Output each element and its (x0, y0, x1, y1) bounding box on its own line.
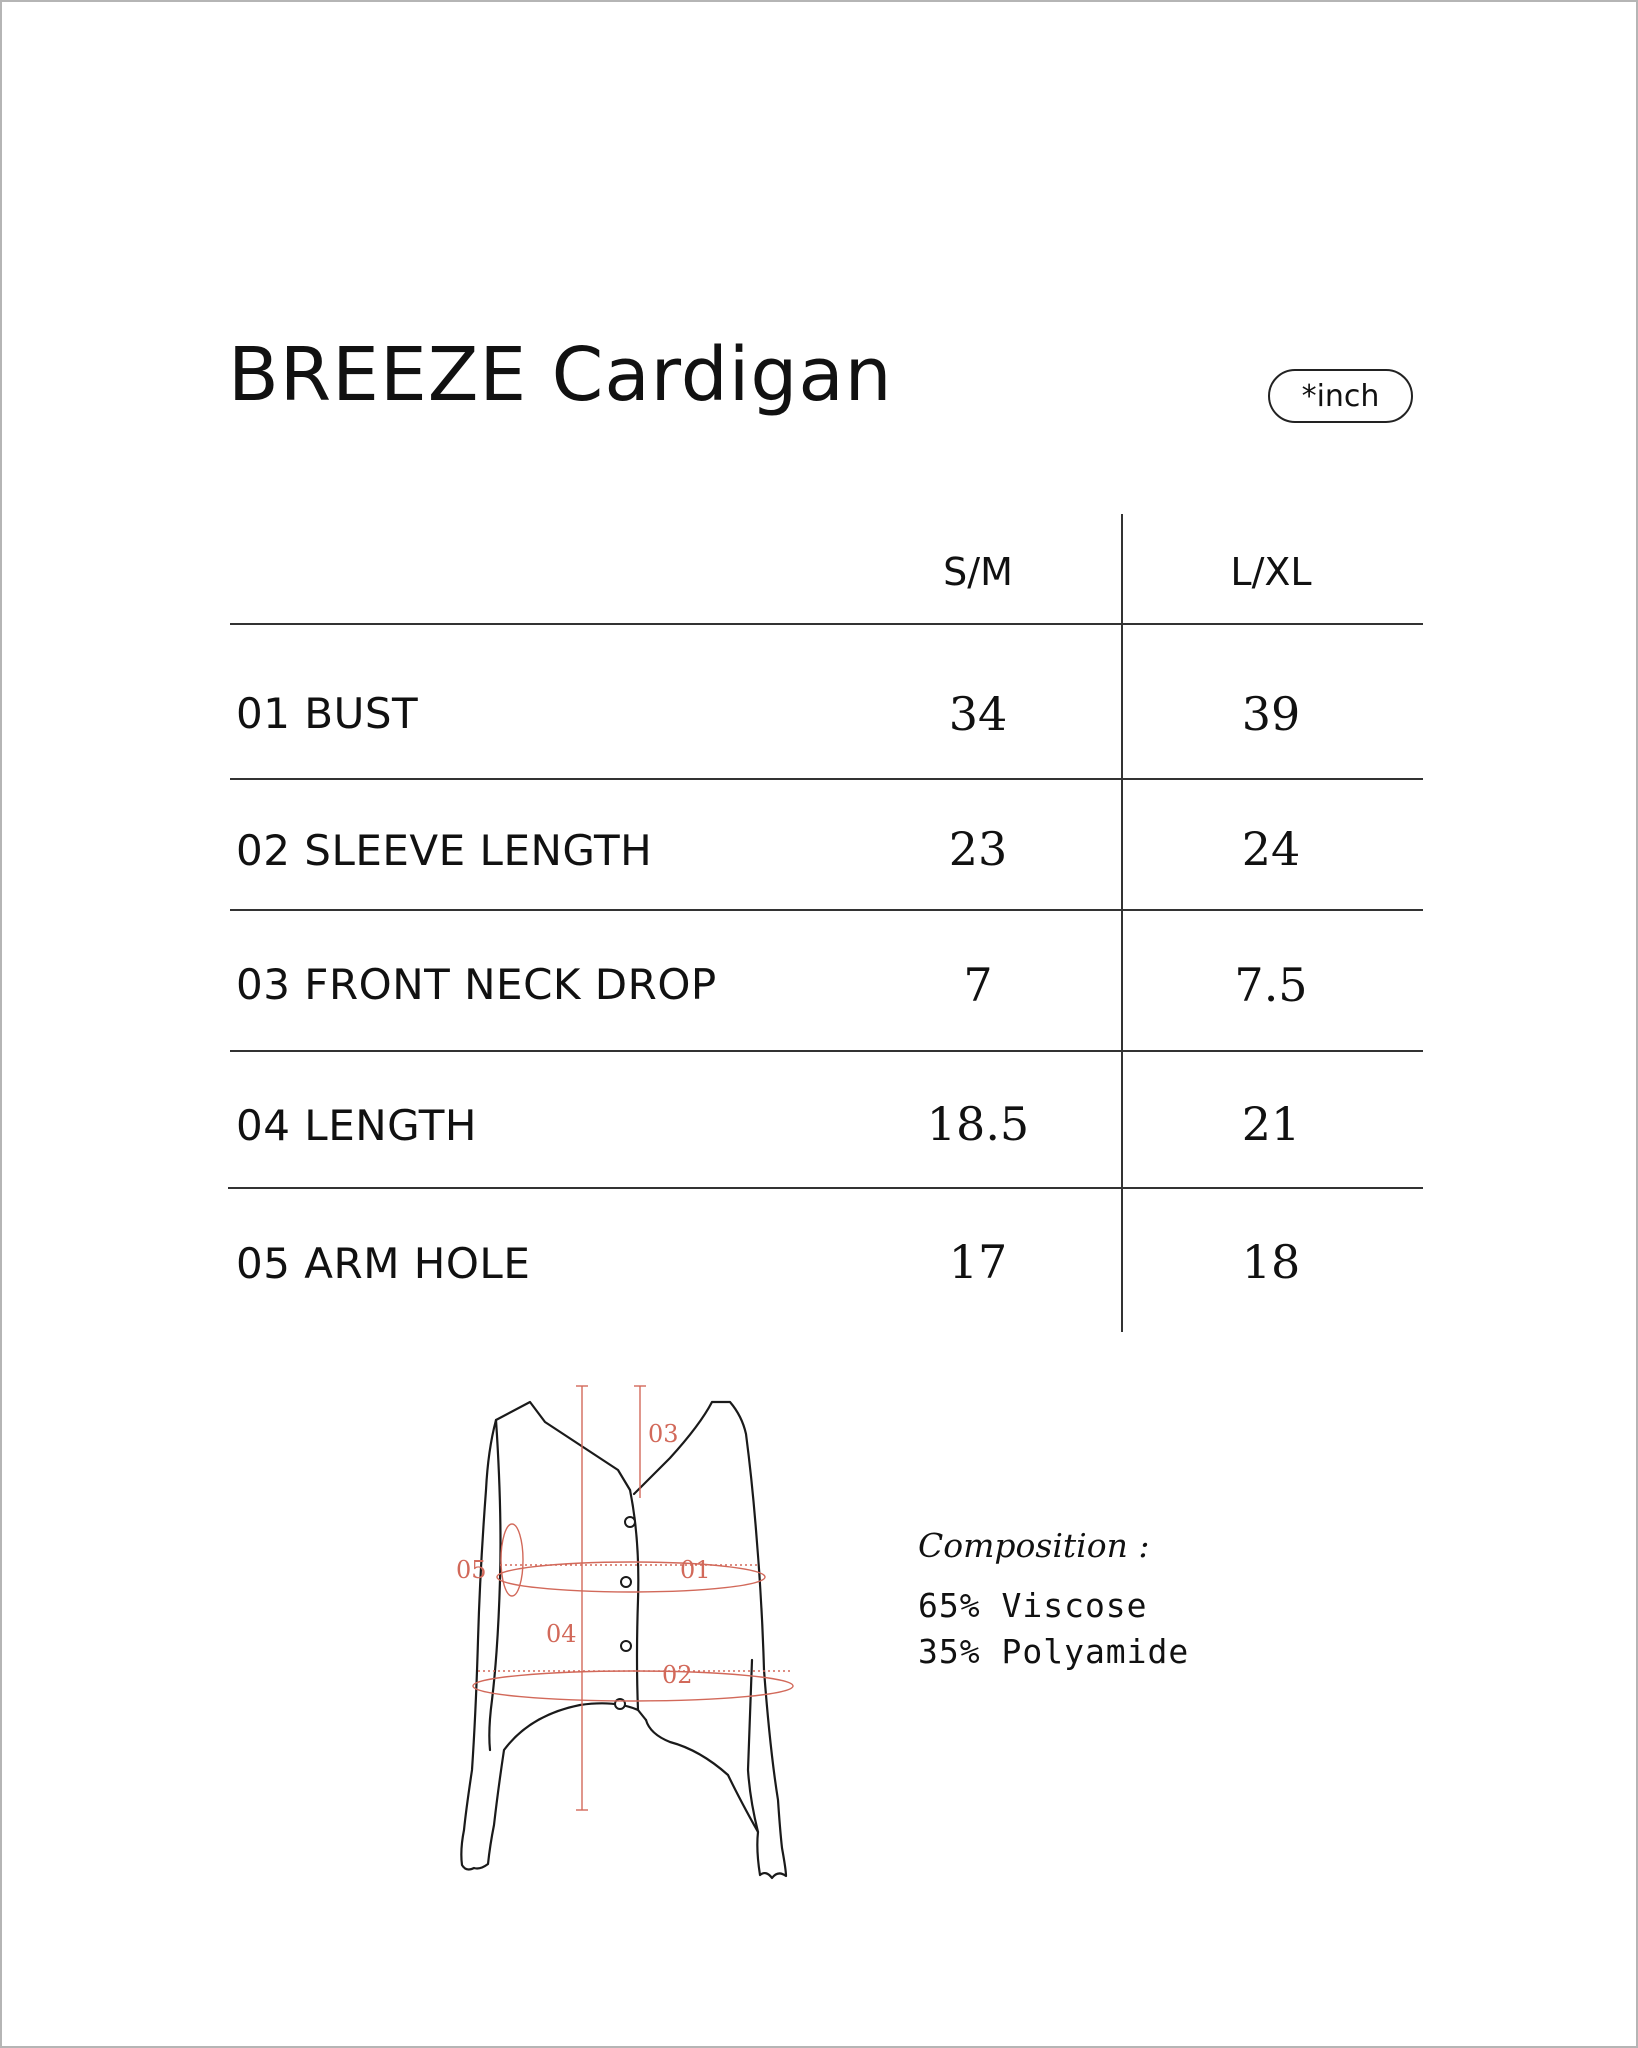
button-icon (621, 1577, 631, 1587)
row-label-front-neck-drop: 03 FRONT NECK DROP (236, 960, 717, 1009)
column-header-lxl: L/XL (1230, 550, 1312, 594)
cell-arm-hole-lxl: 18 (1241, 1235, 1301, 1289)
left-sleeve-inner (489, 1420, 500, 1750)
cell-length-lxl: 21 (1241, 1097, 1301, 1151)
row-label-sleeve-length: 02 SLEEVE LENGTH (236, 826, 653, 875)
marker-arm-hole: 05 (456, 1556, 487, 1584)
marker-sleeve-length: 02 (662, 1661, 693, 1689)
cell-sleeve-length-sm: 23 (948, 822, 1008, 876)
unit-badge: *inch (1268, 369, 1413, 423)
column-divider (1121, 514, 1123, 1332)
cell-front-neck-drop-sm: 7 (963, 958, 993, 1012)
cell-front-neck-drop-lxl: 7.5 (1234, 958, 1308, 1012)
sleeve-guide (473, 1671, 793, 1701)
marker-length: 04 (546, 1620, 577, 1648)
composition-heading: Composition : (918, 1526, 1150, 1565)
composition-line-viscose: 65% Viscose (918, 1586, 1148, 1625)
cell-arm-hole-sm: 17 (948, 1235, 1008, 1289)
composition-line-polyamide: 35% Polyamide (918, 1632, 1190, 1671)
cell-length-sm: 18.5 (926, 1097, 1030, 1151)
marker-bust: 01 (680, 1556, 711, 1584)
marker-front-neck-drop: 03 (648, 1420, 679, 1448)
right-sleeve-inner (748, 1660, 758, 1832)
cell-bust-lxl: 39 (1241, 687, 1301, 741)
cell-sleeve-length-lxl: 24 (1241, 822, 1301, 876)
cardigan-outline (461, 1402, 786, 1878)
row-label-arm-hole: 05 ARM HOLE (236, 1239, 531, 1288)
table-divider (230, 909, 1423, 911)
measurement-markers (456, 1420, 711, 1689)
column-header-sm: S/M (943, 550, 1013, 594)
cardigan-diagram (400, 1370, 860, 1890)
bust-guide (497, 1562, 765, 1592)
measurement-guides (473, 1386, 793, 1810)
product-title: BREEZE Cardigan (228, 332, 893, 418)
right-body-outline (634, 1402, 786, 1878)
table-divider (230, 1050, 1423, 1052)
table-divider (230, 623, 1423, 625)
table-divider (228, 1187, 1423, 1189)
table-divider (230, 778, 1423, 780)
row-label-length: 04 LENGTH (236, 1101, 477, 1150)
button-icon (621, 1641, 631, 1651)
cardigan-sketch (400, 1370, 860, 1890)
button-icon (625, 1517, 635, 1527)
row-label-bust: 01 BUST (236, 689, 419, 738)
button-row (615, 1517, 635, 1709)
cell-bust-sm: 34 (948, 687, 1008, 741)
